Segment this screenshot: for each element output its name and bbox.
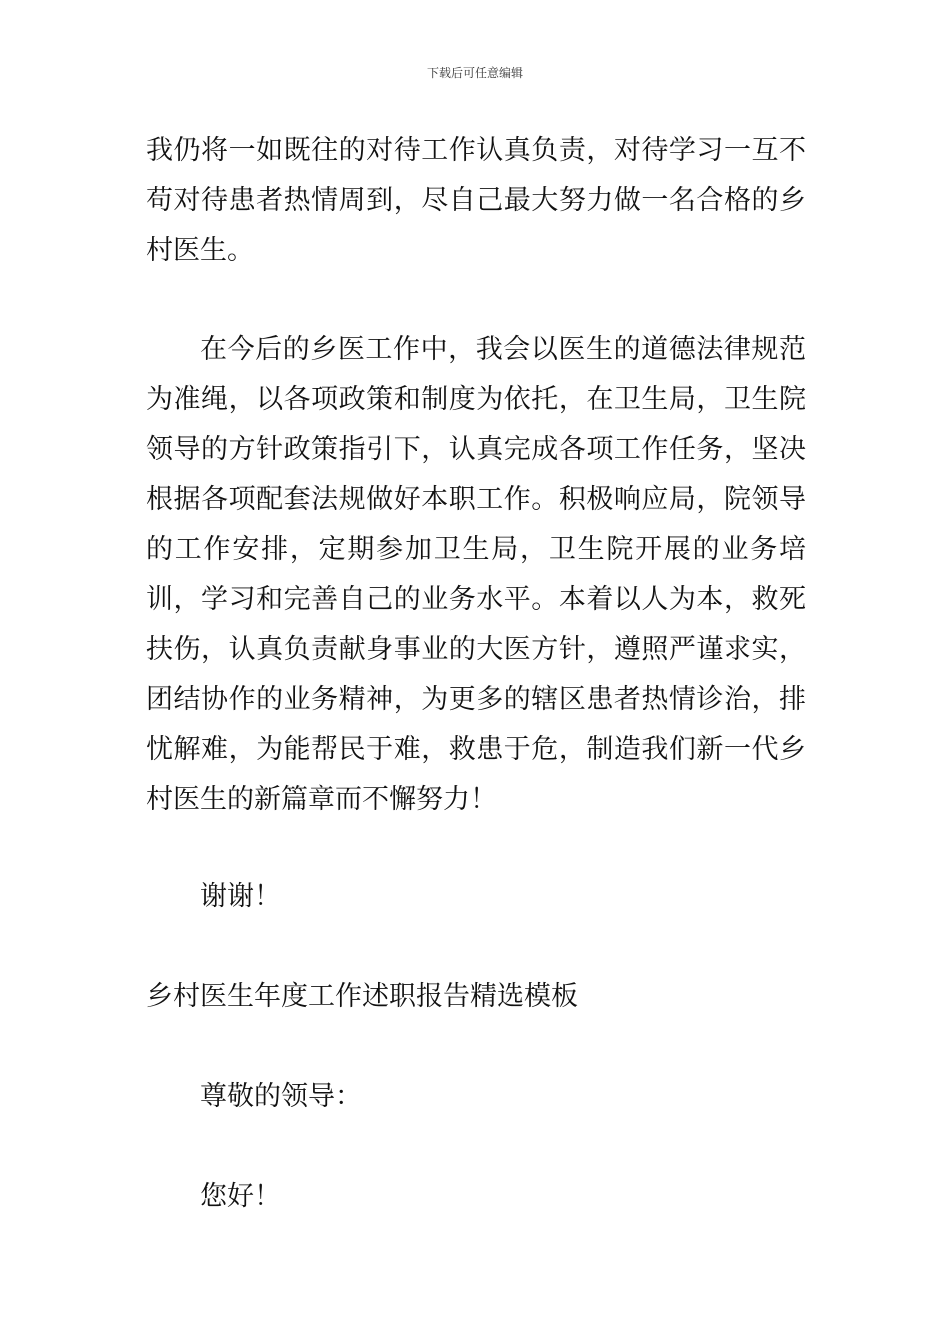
page-header-note: 下载后可任意编辑 (426, 66, 523, 80)
salutation: 尊敬的领导： (200, 1081, 362, 1112)
paragraph-closing-commitment: 我仍将一如既往的对待工作认真负责，对待学习一互不苟对待患者热情周到，尽自己最大努力做一名合格的乡村医生。 (146, 135, 806, 266)
paragraph-thanks: 谢谢！ (200, 881, 281, 912)
paragraph-future-work: 在今后的乡医工作中，我会以医生的道德法律规范为准绳，以各项政策和制度为依托，在卫生局，卫生院领导的方针政策指引下，认真完成各项工作任务，坚决根据各项配套法规做好本职工作。积极响应局，院领导的工作安排，定期参加卫生局，卫生院开展的业务培训，学习和完善自己的业务水平。本着以人为本，救死扶伤，认真负责献身事业的大医方针，遵照严谨求实，团结协作的业务精神，为更多的辖区患者热情诊治，排忧解难，为能帮民于难，救患于危，制造我们新一代乡村医生的新篇章而不懈努力！ (146, 334, 806, 815)
greeting: 您好！ (200, 1181, 281, 1212)
document-title: 乡村医生年度工作述职报告精选模板 (146, 981, 578, 1012)
